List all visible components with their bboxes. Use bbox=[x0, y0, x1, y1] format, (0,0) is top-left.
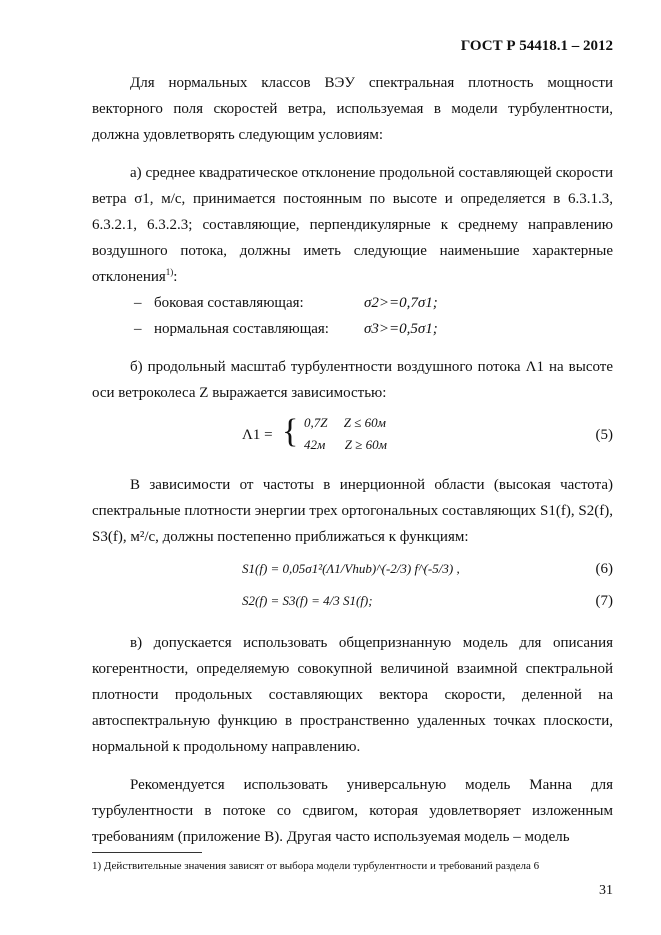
page-body bbox=[92, 70, 613, 850]
lateral-value: σ2>=0,7σ1; bbox=[364, 295, 438, 311]
formula-6 bbox=[92, 550, 613, 584]
item-b-paragraph: б) продольный масштаб турбулентности воздушного потока Λ1 на высоте оси ветроколеса Z выражается зависимостью: bbox=[92, 359, 613, 401]
normal-value: σ3>=0,5σ1; bbox=[364, 321, 438, 337]
item-a-end: : bbox=[173, 269, 178, 285]
lateral-label: боковая составляющая: bbox=[154, 295, 304, 311]
formula-5-number: (5) bbox=[595, 427, 613, 443]
formula-5 bbox=[92, 410, 613, 460]
footnote-ref: 1) bbox=[165, 267, 174, 277]
formula-6-number: (6) bbox=[595, 561, 613, 577]
footnote-divider bbox=[92, 852, 202, 853]
item-v-paragraph: в) допускается использовать общепризнанную модель для описания когерентности, определяемую совокупной величиной взаимной спектральной плотности продольных составляющих вектора скорости, деленной на автоспектральную функцию в пространственно удаленных точках плоскости, нормальной к продольному направлению. bbox=[92, 635, 613, 755]
normal-label: нормальная составляющая: bbox=[154, 321, 329, 337]
document-header: ГОСТ Р 54418.1 – 2012 bbox=[460, 38, 613, 54]
formula-5-case-1: 0,7Z Z ≤ 60м bbox=[304, 415, 386, 430]
formula-7-expression: S2(f) = S3(f) = 4/3 S1(f); bbox=[242, 593, 373, 608]
formula-7-number: (7) bbox=[595, 593, 613, 609]
intro-paragraph: Для нормальных классов ВЭУ спектральная плотность мощности векторного поля скоростей ветра, используемая в модели турбулентности, должна удовлетворять следующим условиям: bbox=[92, 75, 613, 143]
item-a-text: а) среднее квадратическое отклонение продольной составляющей скорости ветра σ1, м/с, принимается постоянным по высоте и определяется в 6.3.1.3, 6.3.2.1, 6.3.2.3; составляющие, перпендикулярные к среднему направлению воздушного потока, должны иметь следующие наименьшие характерные отклонения bbox=[92, 165, 613, 285]
formula-5-lhs: Λ1 = bbox=[242, 427, 273, 443]
formula-5-case-2: 42м Z ≥ 60м bbox=[304, 437, 387, 452]
brace-icon: { bbox=[282, 413, 299, 450]
item-a-paragraph bbox=[92, 160, 613, 290]
recommendation-paragraph: Рекомендуется использовать универсальную модель Манна для турбулентности в потоке со сдвигом, которая удовлетворяет изложенным требованиям (приложение В). Другая часто используемая модель – модель bbox=[92, 777, 613, 845]
lateral-component-row: – боковая составляющая: σ2>=0,7σ1; bbox=[92, 290, 613, 316]
footnote: 1) Действительные значения зависят от выбора модели турбулентности и требований раздела 6 bbox=[92, 860, 540, 872]
normal-component-row: – нормальная составляющая: σ3>=0,5σ1; bbox=[92, 316, 613, 342]
page-number: 31 bbox=[599, 883, 613, 898]
formula-7 bbox=[92, 584, 613, 618]
frequency-paragraph: В зависимости от частоты в инерционной области (высокая частота) спектральные плотности энергии трех ортогональных составляющих S1(f), S2(f), S3(f), м²/с, должны постепенно приближаться к функциям: bbox=[92, 477, 613, 545]
formula-6-expression: S1(f) = 0,05σ1²(Λ1/Vhub)^(-2/3) f^(-5/3) , bbox=[242, 561, 460, 576]
